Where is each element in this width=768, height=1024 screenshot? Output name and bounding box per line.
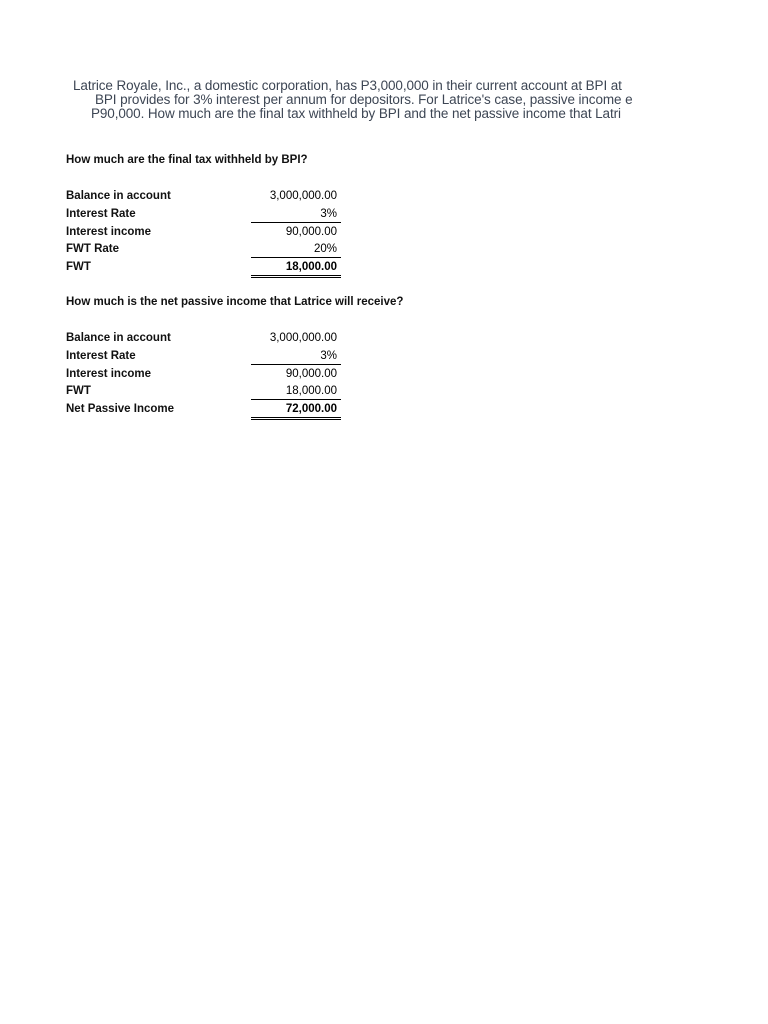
row-value: 20% <box>251 243 341 258</box>
table-row <box>66 383 342 400</box>
row-value: 3% <box>251 208 341 223</box>
row-value: 90,000.00 <box>285 226 337 238</box>
row-value: 90,000.00 <box>285 368 337 380</box>
row-value: 3,000,000.00 <box>269 190 337 202</box>
table-row <box>66 348 342 365</box>
row-value: 3% <box>251 350 341 365</box>
table-row <box>66 366 342 383</box>
table-row <box>66 401 342 418</box>
row-value: 18,000.00 <box>251 385 341 400</box>
row-value: 3,000,000.00 <box>269 332 337 344</box>
table-row <box>66 259 342 276</box>
row-label: Balance in account <box>66 332 171 344</box>
table-row <box>66 206 342 223</box>
table-row <box>66 188 342 205</box>
row-label: Interest income <box>66 368 151 380</box>
problem-line-3: P90,000. How much are the final tax withheld by BPI and the net passive income that Latri <box>91 106 621 121</box>
row-label: FWT <box>66 261 91 273</box>
question-final-tax: How much are the final tax withheld by BPI? <box>66 154 308 166</box>
row-label: FWT Rate <box>66 243 120 255</box>
row-label: FWT <box>66 385 91 397</box>
row-label: Interest Rate <box>66 208 136 220</box>
row-value: 18,000.00 <box>251 261 341 278</box>
row-label: Balance in account <box>66 190 171 202</box>
table-row <box>66 241 342 258</box>
problem-line-2: BPI provides for 3% interest per annum for depositors. For Latrice's case, passive income e <box>95 92 633 107</box>
problem-line-1: Latrice Royale, Inc., a domestic corporation, has P3,000,000 in their current account at BPI at <box>73 78 622 93</box>
row-label: Net Passive Income <box>66 403 175 415</box>
problem-statement <box>0 77 768 125</box>
table-row <box>66 224 342 241</box>
row-label: Interest Rate <box>66 350 136 362</box>
question-net-passive-income: How much is the net passive income that Latrice will receive? <box>66 296 404 308</box>
row-label: Interest income <box>66 226 151 238</box>
table-row <box>66 330 342 347</box>
row-value: 72,000.00 <box>251 403 341 420</box>
